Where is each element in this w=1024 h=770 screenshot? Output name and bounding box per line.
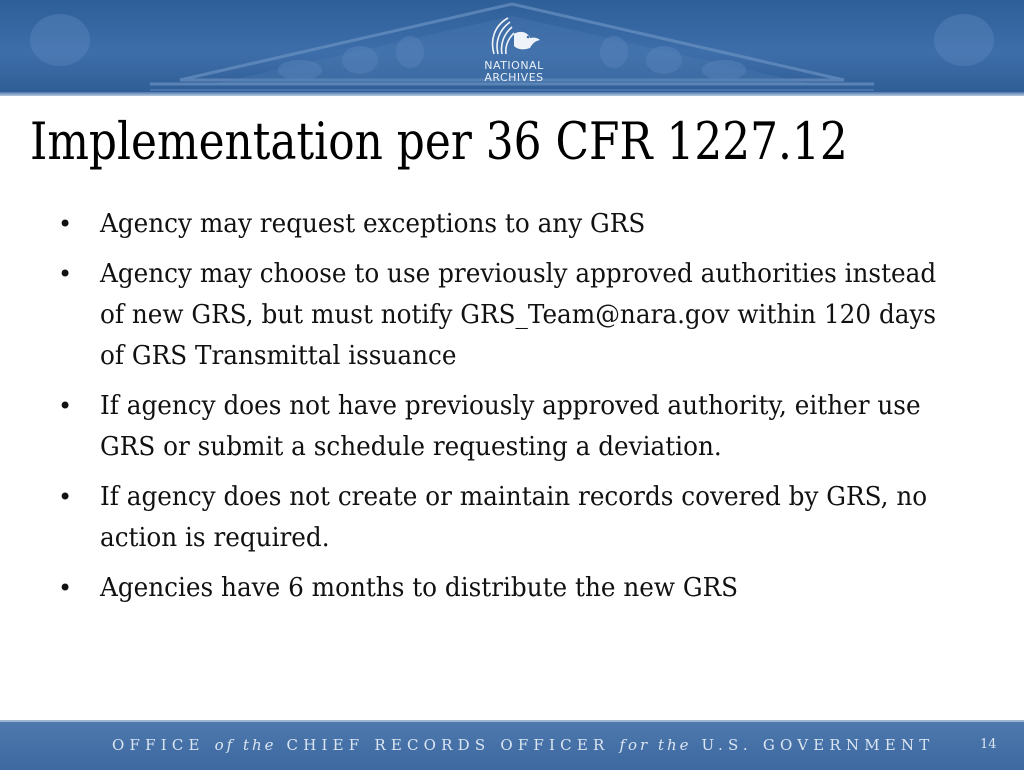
bullet-marker: •	[58, 392, 73, 420]
eagle-icon	[464, 10, 564, 60]
logo-line-archives: ARCHIVES	[484, 71, 544, 84]
bullet-text: Agencies have 6 months to distribute the new GRS	[100, 573, 739, 603]
bullet-item	[58, 386, 998, 468]
page-number: 14	[980, 737, 997, 752]
bullet-text: If agency does not create or maintain records covered by GRS, no action is required.	[100, 482, 928, 553]
national-archives-logo	[464, 10, 564, 88]
footer-office-line	[112, 736, 934, 754]
bullet-text: Agency may choose to use previously approved authorities instead of new GRS, but must notify GRS_Team@nara.gov within 120 days of GRS Transmittal issuance	[100, 259, 937, 371]
footer-chief-records-officer: CHIEF RECORDS OFFICER	[286, 736, 610, 754]
bullet-item	[58, 254, 998, 377]
footer-us-government: U.S. GOVERNMENT	[701, 736, 935, 754]
bullet-text: Agency may request exceptions to any GRS	[100, 209, 646, 239]
bullet-marker: •	[58, 574, 73, 602]
footer-band	[0, 720, 1024, 770]
slide-title: Implementation per 36 CFR 1227.12	[30, 113, 848, 172]
logo-line-national: NATIONAL	[484, 59, 544, 72]
footer-of-the: of the	[214, 736, 277, 754]
bullet-marker: •	[58, 483, 73, 511]
bullet-marker: •	[58, 260, 73, 288]
bullet-marker: •	[58, 210, 73, 238]
bullet-text: If agency does not have previously approved authority, either use GRS or submit a schedule requesting a deviation.	[100, 391, 921, 462]
bullet-item	[58, 204, 998, 245]
header-band	[0, 0, 1024, 96]
bullet-list	[58, 204, 998, 618]
footer-office: OFFICE	[112, 736, 205, 754]
bullet-item	[58, 477, 998, 559]
footer-for-the: for the	[619, 736, 692, 754]
bullet-item	[58, 568, 998, 609]
